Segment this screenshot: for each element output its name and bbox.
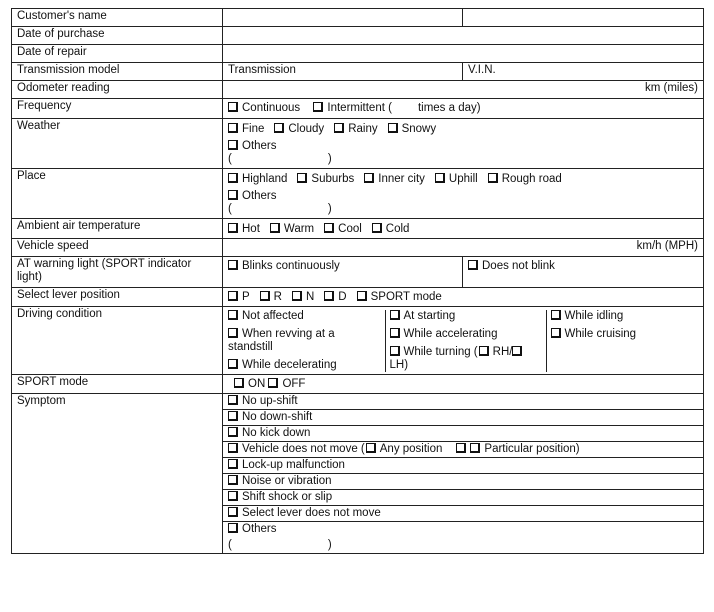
checkbox-icon[interactable] (228, 123, 238, 133)
checkbox-icon[interactable] (228, 190, 238, 200)
ambient-cool-label: Cool (338, 223, 362, 235)
ambient-cool[interactable] (324, 223, 362, 236)
driving-decelerating[interactable] (228, 359, 381, 372)
symptom-shift-shock[interactable] (223, 490, 704, 506)
checkbox-icon[interactable] (228, 291, 238, 301)
select-lever-n-label: N (305, 291, 315, 303)
place-others[interactable] (228, 190, 698, 203)
checkbox-icon[interactable] (274, 123, 284, 133)
symptom-no-down-shift-label: No down-shift (242, 411, 313, 423)
ambient-cold-label: Cold (385, 223, 410, 235)
driving-at-starting-label: At starting (403, 310, 456, 322)
checkbox-icon[interactable] (324, 223, 334, 233)
weather-rainy-label: Rainy (348, 123, 378, 135)
select-lever-n[interactable] (292, 291, 314, 304)
checkbox-icon[interactable] (228, 459, 238, 469)
checkbox-icon[interactable] (512, 346, 522, 356)
weather-options (223, 119, 704, 169)
symptom-particular-position-label: Particular position) (484, 443, 580, 455)
place-others-paren[interactable]: ( ) (228, 203, 332, 215)
ambient-hot[interactable] (228, 223, 260, 236)
checkbox-icon[interactable] (470, 443, 480, 453)
place-options (223, 169, 704, 219)
symptom-select-lever[interactable] (223, 506, 704, 522)
checkbox-icon[interactable] (357, 291, 367, 301)
vin-field[interactable] (463, 63, 704, 81)
checkbox-icon[interactable] (228, 523, 238, 533)
weather-others[interactable] (228, 140, 698, 153)
ambient-temperature-options (223, 219, 704, 239)
transmission-field[interactable] (223, 63, 463, 81)
select-lever-r[interactable] (260, 291, 282, 304)
checkbox-icon[interactable] (228, 491, 238, 501)
select-lever-p-label: P (242, 291, 250, 303)
driving-col-2 (385, 310, 546, 372)
select-lever-r-label: R (273, 291, 282, 303)
place-inner-city[interactable] (364, 173, 425, 186)
symptom-no-down-shift[interactable] (223, 410, 704, 426)
checkbox-icon[interactable] (372, 223, 382, 233)
sport-mode-off-label: OFF (282, 378, 306, 390)
symptom-no-kick-down[interactable] (223, 426, 704, 442)
transmission-label: Transmission (228, 64, 296, 76)
symptom-noise-vibration[interactable] (223, 474, 704, 490)
checkbox-icon[interactable] (228, 140, 238, 150)
checkbox-icon[interactable] (228, 507, 238, 517)
transmission-model-label: Transmission model (12, 63, 223, 81)
frequency-times-label: times a day) (417, 102, 481, 114)
checkbox-icon[interactable] (551, 310, 561, 320)
place-inner-city-label: Inner city (378, 173, 425, 185)
driving-idling-label: While idling (564, 310, 624, 322)
place-highland-label: Highland (242, 173, 288, 185)
sport-mode-on-label: ON (248, 378, 266, 390)
driving-turning[interactable] (390, 346, 546, 372)
symptom-others-label: Others (242, 523, 277, 535)
frequency-label: Frequency (12, 99, 223, 119)
ambient-hot-label: Hot (242, 223, 260, 235)
vehicle-speed-unit: km/h (MPH) (636, 240, 698, 252)
checkbox-icon[interactable] (228, 328, 238, 338)
driving-cruising[interactable] (551, 328, 699, 341)
driving-accelerating[interactable] (390, 328, 546, 341)
symptom-shift-shock-label: Shift shock or slip (242, 491, 333, 503)
symptom-any-position-label: Any position (379, 443, 443, 455)
weather-others-paren[interactable]: ( ) (228, 153, 332, 165)
checkbox-icon[interactable] (268, 378, 278, 388)
driving-condition-label: Driving condition (12, 307, 223, 375)
driving-decelerating-label: While decelerating (242, 359, 337, 371)
place-label: Place (12, 169, 223, 219)
at-warning-light-label: AT warning light (SPORT indicator light) (12, 257, 223, 288)
select-lever-options (223, 288, 704, 307)
place-uphill[interactable] (435, 173, 478, 186)
checkbox-icon[interactable] (390, 310, 400, 320)
driving-idling[interactable] (551, 310, 699, 323)
checkbox-icon[interactable] (292, 291, 302, 301)
symptom-others-paren[interactable]: ( ) (228, 539, 332, 551)
vin-label: V.I.N. (468, 64, 496, 76)
driving-at-starting[interactable] (390, 310, 546, 323)
at-warning-blinks-label: Blinks continuously (242, 260, 340, 272)
weather-fine[interactable] (228, 123, 264, 136)
diagnostic-worksheet (11, 8, 704, 554)
at-warning-blinks[interactable] (223, 257, 463, 288)
symptom-no-kick-down-label: No kick down (242, 427, 311, 439)
checkbox-icon[interactable] (388, 123, 398, 133)
symptom-no-up-shift-label: No up-shift (242, 395, 298, 407)
checkbox-icon[interactable] (228, 173, 238, 183)
date-of-repair-field[interactable] (223, 45, 704, 63)
driving-turning-rh-label: RH/ (492, 346, 513, 358)
date-of-repair-label: Date of repair (12, 45, 223, 63)
odometer-unit: km (miles) (644, 82, 698, 94)
frequency-continuous-label: Continuous (242, 102, 301, 114)
customer-name-label: Customer's name (12, 9, 223, 27)
odometer-field[interactable] (223, 81, 704, 99)
checkbox-icon[interactable] (228, 443, 238, 453)
weather-cloudy-label: Cloudy (288, 123, 325, 135)
checkbox-icon[interactable] (270, 223, 280, 233)
driving-revving-standstill[interactable] (228, 328, 381, 354)
driving-condition-grid (228, 310, 698, 372)
checkbox-icon[interactable] (488, 173, 498, 183)
checkbox-icon[interactable] (390, 328, 400, 338)
vehicle-speed-field[interactable] (223, 239, 704, 257)
checkbox-icon[interactable] (228, 310, 238, 320)
checkbox-icon[interactable] (551, 328, 561, 338)
at-warning-no-blink[interactable] (463, 257, 704, 288)
checkbox-icon[interactable] (468, 260, 478, 270)
driving-col-3 (546, 310, 698, 372)
weather-cloudy[interactable] (274, 123, 324, 136)
ambient-temperature-label: Ambient air temperature (12, 219, 223, 239)
checkbox-icon[interactable] (313, 102, 323, 112)
place-highland[interactable] (228, 173, 287, 186)
checkbox-icon[interactable] (334, 123, 344, 133)
driving-revving-standstill-label: When revving at a standstill (228, 328, 335, 353)
checkbox-icon[interactable] (228, 411, 238, 421)
checkbox-icon[interactable] (364, 173, 374, 183)
select-lever-label: Select lever position (12, 288, 223, 307)
checkbox-icon[interactable] (228, 427, 238, 437)
driving-accelerating-label: While accelerating (403, 328, 498, 340)
checkbox-icon[interactable] (228, 260, 238, 270)
at-warning-no-blink-label: Does not blink (482, 260, 555, 272)
symptom-noise-vibration-label: Noise or vibration (242, 475, 332, 487)
weather-snowy[interactable] (388, 123, 437, 136)
frequency-options (223, 99, 704, 119)
weather-rainy[interactable] (334, 123, 377, 136)
symptom-lock-up-label: Lock-up malfunction (242, 459, 345, 471)
place-rough-road[interactable] (488, 173, 562, 186)
symptom-no-up-shift[interactable] (223, 394, 704, 410)
checkbox-icon[interactable] (228, 395, 238, 405)
sport-mode-off[interactable] (268, 378, 305, 390)
select-lever-d-label: D (338, 291, 347, 303)
checkbox-icon[interactable] (297, 173, 307, 183)
ambient-warm[interactable] (270, 223, 314, 236)
date-of-purchase-label: Date of purchase (12, 27, 223, 45)
checkbox-icon[interactable] (234, 378, 244, 388)
symptom-vehicle-does-not-move-label: Vehicle does not move ( (242, 443, 365, 455)
driving-condition-options (223, 307, 704, 375)
ambient-cold[interactable] (372, 223, 410, 236)
checkbox-icon[interactable] (390, 346, 400, 356)
place-uphill-label: Uphill (448, 173, 478, 185)
frequency-intermittent-label: Intermittent ( (327, 102, 392, 114)
place-others-label: Others (242, 190, 277, 202)
weather-others-label: Others (242, 140, 277, 152)
select-lever-sport[interactable] (357, 291, 442, 304)
checkbox-icon[interactable] (228, 475, 238, 485)
symptom-label: Symptom (12, 394, 223, 554)
checkbox-icon[interactable] (260, 291, 270, 301)
symptom-vehicle-does-not-move[interactable] (223, 442, 704, 458)
checkbox-icon[interactable] (366, 443, 376, 453)
sport-mode-on[interactable] (234, 378, 265, 390)
frequency-continuous[interactable] (228, 102, 300, 115)
place-suburbs[interactable] (297, 173, 354, 186)
customer-name-field-1[interactable] (223, 9, 463, 27)
checkbox-icon[interactable] (324, 291, 334, 301)
weather-fine-label: Fine (242, 123, 265, 135)
checkbox-icon[interactable] (228, 223, 238, 233)
symptom-others[interactable] (223, 522, 704, 554)
select-lever-sport-label: SPORT mode (370, 291, 442, 303)
customer-name-field-2[interactable] (463, 9, 704, 27)
checkbox-icon[interactable] (479, 346, 489, 356)
driving-cruising-label: While cruising (564, 328, 637, 340)
driving-turning-label: While turning ( (403, 346, 478, 358)
select-lever-d[interactable] (324, 291, 346, 304)
checkbox-icon[interactable] (456, 443, 466, 453)
ambient-warm-label: Warm (283, 223, 315, 235)
odometer-label: Odometer reading (12, 81, 223, 99)
place-suburbs-label: Suburbs (311, 173, 355, 185)
checkbox-icon[interactable] (435, 173, 445, 183)
checkbox-icon[interactable] (228, 102, 238, 112)
driving-not-affected-label: Not affected (242, 310, 304, 322)
driving-not-affected[interactable] (228, 310, 381, 323)
vehicle-speed-label: Vehicle speed (12, 239, 223, 257)
place-rough-road-label: Rough road (501, 173, 562, 185)
frequency-intermittent[interactable] (313, 102, 480, 115)
weather-snowy-label: Snowy (401, 123, 437, 135)
driving-turning-lh-label: LH) (389, 359, 409, 371)
date-of-purchase-field[interactable] (223, 27, 704, 45)
sport-mode-options (223, 375, 704, 394)
symptom-select-lever-label: Select lever does not move (242, 507, 381, 519)
symptom-lock-up[interactable] (223, 458, 704, 474)
weather-label: Weather (12, 119, 223, 169)
checkbox-icon[interactable] (228, 359, 238, 369)
sport-mode-label: SPORT mode (12, 375, 223, 394)
select-lever-p[interactable] (228, 291, 250, 304)
driving-col-1 (228, 310, 385, 372)
